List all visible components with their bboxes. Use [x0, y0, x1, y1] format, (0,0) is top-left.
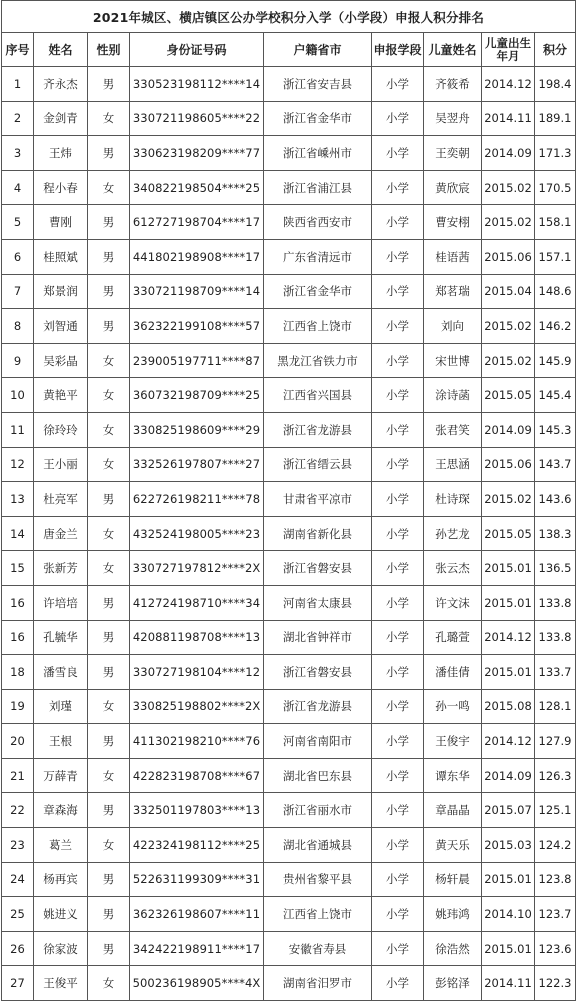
table-row [2, 585, 576, 620]
cell-index: 7 [2, 274, 34, 309]
cell-child-name: 黄欣宸 [424, 170, 482, 205]
cell-child-birth: 2015.08 [482, 689, 535, 724]
cell-gender: 男 [88, 897, 130, 932]
cell-gender: 男 [88, 793, 130, 828]
cell-gender: 女 [88, 378, 130, 413]
cell-score: 138.3 [535, 516, 576, 551]
cell-name: 刘瑾 [34, 689, 88, 724]
cell-id-number: 239005197711****87 [130, 343, 264, 378]
cell-score: 128.1 [535, 689, 576, 724]
table-row [2, 412, 576, 447]
cell-child-name: 杨轩晨 [424, 862, 482, 897]
cell-child-birth: 2015.02 [482, 482, 535, 517]
cell-child-birth: 2014.10 [482, 897, 535, 932]
cell-name: 张新芳 [34, 551, 88, 586]
cell-child-name: 吴翌舟 [424, 101, 482, 136]
table-row [2, 343, 576, 378]
cell-child-birth: 2015.01 [482, 585, 535, 620]
cell-child-birth: 2015.01 [482, 931, 535, 966]
cell-gender: 女 [88, 343, 130, 378]
cell-name: 郑景润 [34, 274, 88, 309]
cell-id-number: 622726198211****78 [130, 482, 264, 517]
cell-child-birth: 2014.11 [482, 966, 535, 1001]
cell-index: 18 [2, 655, 34, 690]
table-row [2, 931, 576, 966]
cell-id-number: 412724198710****34 [130, 585, 264, 620]
cell-name: 徐玲玲 [34, 412, 88, 447]
table-row [2, 689, 576, 724]
cell-school-stage: 小学 [372, 170, 424, 205]
cell-gender: 女 [88, 170, 130, 205]
cell-id-number: 330523198112****14 [130, 67, 264, 102]
cell-name: 杜亮军 [34, 482, 88, 517]
cell-id-number: 360732198709****25 [130, 378, 264, 413]
table-row [2, 897, 576, 932]
cell-index: 21 [2, 758, 34, 793]
cell-child-name: 宋世博 [424, 343, 482, 378]
cell-hukou: 浙江省磐安县 [264, 655, 372, 690]
cell-index: 27 [2, 966, 34, 1001]
cell-child-birth: 2015.02 [482, 309, 535, 344]
cell-id-number: 330727197812****2X [130, 551, 264, 586]
cell-child-birth: 2015.01 [482, 655, 535, 690]
cell-school-stage: 小学 [372, 101, 424, 136]
table-row [2, 378, 576, 413]
cell-index: 4 [2, 170, 34, 205]
cell-gender: 男 [88, 309, 130, 344]
cell-score: 123.7 [535, 897, 576, 932]
cell-school-stage: 小学 [372, 447, 424, 482]
table-row [2, 482, 576, 517]
cell-id-number: 432524198005****23 [130, 516, 264, 551]
cell-index: 16 [2, 585, 34, 620]
cell-id-number: 420881198708****13 [130, 620, 264, 655]
cell-school-stage: 小学 [372, 620, 424, 655]
cell-index: 2 [2, 101, 34, 136]
cell-id-number: 330825198609****29 [130, 412, 264, 447]
cell-gender: 男 [88, 585, 130, 620]
cell-child-birth: 2014.11 [482, 101, 535, 136]
cell-gender: 女 [88, 689, 130, 724]
cell-hukou: 江西省兴国县 [264, 378, 372, 413]
cell-school-stage: 小学 [372, 897, 424, 932]
cell-gender: 男 [88, 274, 130, 309]
cell-score: 124.2 [535, 828, 576, 863]
cell-name: 姚进义 [34, 897, 88, 932]
cell-child-name: 姚玮鸿 [424, 897, 482, 932]
cell-child-name: 孙艺龙 [424, 516, 482, 551]
table-row [2, 447, 576, 482]
cell-name: 王俊平 [34, 966, 88, 1001]
header-school-stage: 申报学段 [372, 33, 424, 67]
cell-child-name: 许文沫 [424, 585, 482, 620]
cell-index: 19 [2, 689, 34, 724]
cell-name: 万薛青 [34, 758, 88, 793]
cell-id-number: 362326198607****11 [130, 897, 264, 932]
cell-index: 9 [2, 343, 34, 378]
table-row [2, 274, 576, 309]
cell-id-number: 411302198210****76 [130, 724, 264, 759]
cell-child-birth: 2015.07 [482, 793, 535, 828]
cell-hukou: 浙江省缙云县 [264, 447, 372, 482]
cell-id-number: 330727198104****12 [130, 655, 264, 690]
cell-score: 158.1 [535, 205, 576, 240]
header-row [2, 33, 576, 67]
cell-score: 143.6 [535, 482, 576, 517]
cell-child-birth: 2014.12 [482, 620, 535, 655]
cell-index: 25 [2, 897, 34, 932]
cell-id-number: 441802198908****17 [130, 239, 264, 274]
table-row [2, 620, 576, 655]
table-row [2, 239, 576, 274]
cell-hukou: 河南省南阳市 [264, 724, 372, 759]
cell-child-birth: 2014.09 [482, 136, 535, 171]
cell-child-birth: 2015.06 [482, 239, 535, 274]
header-name: 姓名 [34, 33, 88, 67]
cell-hukou: 浙江省安吉县 [264, 67, 372, 102]
cell-hukou: 浙江省金华市 [264, 101, 372, 136]
cell-child-name: 刘向 [424, 309, 482, 344]
cell-index: 13 [2, 482, 34, 517]
cell-hukou: 浙江省龙游县 [264, 412, 372, 447]
cell-child-name: 齐筱希 [424, 67, 482, 102]
cell-gender: 男 [88, 136, 130, 171]
cell-id-number: 422823198708****67 [130, 758, 264, 793]
cell-school-stage: 小学 [372, 239, 424, 274]
cell-hukou: 广东省清远市 [264, 239, 372, 274]
cell-index: 16 [2, 620, 34, 655]
header-hukou: 户籍省市 [264, 33, 372, 67]
cell-name: 葛兰 [34, 828, 88, 863]
cell-gender: 男 [88, 931, 130, 966]
cell-index: 6 [2, 239, 34, 274]
cell-child-birth: 2014.09 [482, 412, 535, 447]
table-row [2, 67, 576, 102]
cell-school-stage: 小学 [372, 655, 424, 690]
cell-school-stage: 小学 [372, 966, 424, 1001]
cell-name: 刘智通 [34, 309, 88, 344]
table-row [2, 101, 576, 136]
cell-score: 133.7 [535, 655, 576, 690]
cell-index: 24 [2, 862, 34, 897]
cell-hukou: 湖南省汨罗市 [264, 966, 372, 1001]
cell-gender: 女 [88, 551, 130, 586]
cell-index: 11 [2, 412, 34, 447]
cell-school-stage: 小学 [372, 758, 424, 793]
cell-id-number: 332526197807****27 [130, 447, 264, 482]
table-row [2, 655, 576, 690]
cell-index: 12 [2, 447, 34, 482]
cell-school-stage: 小学 [372, 205, 424, 240]
cell-id-number: 330721198605****22 [130, 101, 264, 136]
cell-child-birth: 2015.03 [482, 828, 535, 863]
cell-child-birth: 2015.02 [482, 205, 535, 240]
cell-score: 148.6 [535, 274, 576, 309]
cell-hukou: 甘肃省平凉市 [264, 482, 372, 517]
cell-hukou: 江西省上饶市 [264, 897, 372, 932]
table-body [2, 67, 576, 1001]
cell-score: 146.2 [535, 309, 576, 344]
table-row [2, 758, 576, 793]
cell-score: 143.7 [535, 447, 576, 482]
cell-child-birth: 2015.02 [482, 343, 535, 378]
cell-score: 198.4 [535, 67, 576, 102]
cell-school-stage: 小学 [372, 862, 424, 897]
cell-score: 126.3 [535, 758, 576, 793]
cell-child-name: 张君笑 [424, 412, 482, 447]
cell-gender: 女 [88, 101, 130, 136]
cell-hukou: 湖北省通城县 [264, 828, 372, 863]
cell-child-name: 郑茗瑞 [424, 274, 482, 309]
cell-name: 杨再宾 [34, 862, 88, 897]
cell-name: 潘雪良 [34, 655, 88, 690]
cell-score: 171.3 [535, 136, 576, 171]
cell-index: 22 [2, 793, 34, 828]
cell-child-birth: 2014.09 [482, 758, 535, 793]
cell-child-name: 孔璐萱 [424, 620, 482, 655]
cell-score: 145.4 [535, 378, 576, 413]
cell-hukou: 陕西省西安市 [264, 205, 372, 240]
cell-gender: 女 [88, 447, 130, 482]
cell-id-number: 330623198209****77 [130, 136, 264, 171]
cell-id-number: 612727198704****17 [130, 205, 264, 240]
cell-child-birth: 2015.06 [482, 447, 535, 482]
header-child-name: 儿童姓名 [424, 33, 482, 67]
cell-hukou: 湖北省巴东县 [264, 758, 372, 793]
cell-score: 123.6 [535, 931, 576, 966]
cell-score: 127.9 [535, 724, 576, 759]
header-child-birth: 儿童出生年月 [482, 33, 535, 67]
cell-school-stage: 小学 [372, 724, 424, 759]
cell-child-name: 潘佳倩 [424, 655, 482, 690]
cell-score: 133.8 [535, 620, 576, 655]
cell-hukou: 浙江省金华市 [264, 274, 372, 309]
cell-index: 20 [2, 724, 34, 759]
cell-score: 123.8 [535, 862, 576, 897]
cell-school-stage: 小学 [372, 136, 424, 171]
cell-hukou: 浙江省嵊州市 [264, 136, 372, 171]
cell-id-number: 422324198112****25 [130, 828, 264, 863]
cell-child-name: 王思涵 [424, 447, 482, 482]
cell-name: 齐永杰 [34, 67, 88, 102]
cell-school-stage: 小学 [372, 309, 424, 344]
cell-child-birth: 2014.12 [482, 724, 535, 759]
cell-hukou: 河南省太康县 [264, 585, 372, 620]
cell-name: 王炜 [34, 136, 88, 171]
cell-hukou: 浙江省丽水市 [264, 793, 372, 828]
cell-child-name: 黄天乐 [424, 828, 482, 863]
cell-gender: 男 [88, 482, 130, 517]
cell-name: 许培培 [34, 585, 88, 620]
cell-id-number: 332501197803****13 [130, 793, 264, 828]
cell-school-stage: 小学 [372, 412, 424, 447]
cell-name: 金剑青 [34, 101, 88, 136]
cell-child-name: 王俊宇 [424, 724, 482, 759]
cell-id-number: 340822198504****25 [130, 170, 264, 205]
cell-school-stage: 小学 [372, 516, 424, 551]
cell-child-birth: 2014.12 [482, 67, 535, 102]
cell-id-number: 362322199108****57 [130, 309, 264, 344]
cell-hukou: 江西省上饶市 [264, 309, 372, 344]
cell-name: 章森海 [34, 793, 88, 828]
cell-gender: 男 [88, 620, 130, 655]
cell-child-name: 桂语茜 [424, 239, 482, 274]
cell-index: 1 [2, 67, 34, 102]
table-row [2, 136, 576, 171]
cell-name: 程小春 [34, 170, 88, 205]
cell-id-number: 330721198709****14 [130, 274, 264, 309]
cell-gender: 男 [88, 655, 130, 690]
ranking-table [1, 0, 576, 1001]
cell-name: 王根 [34, 724, 88, 759]
cell-gender: 男 [88, 205, 130, 240]
cell-school-stage: 小学 [372, 931, 424, 966]
cell-gender: 女 [88, 758, 130, 793]
table-row [2, 828, 576, 863]
cell-gender: 男 [88, 239, 130, 274]
cell-gender: 男 [88, 724, 130, 759]
cell-school-stage: 小学 [372, 828, 424, 863]
cell-id-number: 342422198911****17 [130, 931, 264, 966]
cell-child-birth: 2015.05 [482, 516, 535, 551]
table-row [2, 793, 576, 828]
cell-score: 125.1 [535, 793, 576, 828]
cell-id-number: 500236198905****4X [130, 966, 264, 1001]
cell-school-stage: 小学 [372, 689, 424, 724]
cell-hukou: 黑龙江省铁力市 [264, 343, 372, 378]
cell-name: 徐家波 [34, 931, 88, 966]
cell-score: 170.5 [535, 170, 576, 205]
cell-name: 黄艳平 [34, 378, 88, 413]
cell-school-stage: 小学 [372, 274, 424, 309]
cell-index: 10 [2, 378, 34, 413]
cell-school-stage: 小学 [372, 482, 424, 517]
cell-id-number: 330825198802****2X [130, 689, 264, 724]
cell-hukou: 安徽省寿县 [264, 931, 372, 966]
cell-school-stage: 小学 [372, 551, 424, 586]
cell-score: 133.8 [535, 585, 576, 620]
cell-score: 145.9 [535, 343, 576, 378]
cell-hukou: 浙江省浦江县 [264, 170, 372, 205]
cell-child-name: 谭东华 [424, 758, 482, 793]
table-row [2, 724, 576, 759]
cell-school-stage: 小学 [372, 378, 424, 413]
cell-id-number: 522631199309****31 [130, 862, 264, 897]
cell-index: 8 [2, 309, 34, 344]
table-row [2, 966, 576, 1001]
cell-child-birth: 2015.05 [482, 378, 535, 413]
cell-hukou: 浙江省龙游县 [264, 689, 372, 724]
header-index: 序号 [2, 33, 34, 67]
cell-score: 157.1 [535, 239, 576, 274]
cell-child-birth: 2015.02 [482, 170, 535, 205]
cell-gender: 男 [88, 862, 130, 897]
cell-gender: 女 [88, 966, 130, 1001]
cell-index: 5 [2, 205, 34, 240]
cell-school-stage: 小学 [372, 793, 424, 828]
cell-name: 孔毓华 [34, 620, 88, 655]
cell-child-name: 涂诗菡 [424, 378, 482, 413]
cell-hukou: 湖北省钟祥市 [264, 620, 372, 655]
cell-hukou: 浙江省磐安县 [264, 551, 372, 586]
cell-school-stage: 小学 [372, 343, 424, 378]
cell-hukou: 湖南省新化县 [264, 516, 372, 551]
cell-child-name: 孙一鸣 [424, 689, 482, 724]
cell-score: 145.3 [535, 412, 576, 447]
table-row [2, 516, 576, 551]
cell-child-name: 杜诗琛 [424, 482, 482, 517]
cell-child-name: 曹安栩 [424, 205, 482, 240]
cell-score: 122.3 [535, 966, 576, 1001]
cell-index: 26 [2, 931, 34, 966]
cell-score: 136.5 [535, 551, 576, 586]
header-id-number: 身份证号码 [130, 33, 264, 67]
header-score: 积分 [535, 33, 576, 67]
cell-child-name: 张云杰 [424, 551, 482, 586]
cell-name: 吴彩晶 [34, 343, 88, 378]
cell-gender: 女 [88, 516, 130, 551]
table-row [2, 862, 576, 897]
cell-child-name: 王奕朝 [424, 136, 482, 171]
cell-name: 唐金兰 [34, 516, 88, 551]
cell-child-name: 徐浩然 [424, 931, 482, 966]
cell-child-name: 彭铭泽 [424, 966, 482, 1001]
cell-index: 3 [2, 136, 34, 171]
cell-gender: 男 [88, 67, 130, 102]
table-row [2, 551, 576, 586]
cell-school-stage: 小学 [372, 67, 424, 102]
cell-school-stage: 小学 [372, 585, 424, 620]
cell-child-birth: 2015.01 [482, 862, 535, 897]
cell-gender: 女 [88, 828, 130, 863]
cell-name: 王小丽 [34, 447, 88, 482]
cell-score: 189.1 [535, 101, 576, 136]
cell-gender: 女 [88, 412, 130, 447]
cell-child-name: 章晶晶 [424, 793, 482, 828]
cell-index: 23 [2, 828, 34, 863]
cell-child-birth: 2015.04 [482, 274, 535, 309]
cell-index: 14 [2, 516, 34, 551]
table-row [2, 309, 576, 344]
cell-index: 15 [2, 551, 34, 586]
cell-name: 桂照斌 [34, 239, 88, 274]
table-row [2, 205, 576, 240]
header-gender: 性别 [88, 33, 130, 67]
table-title: 2021年城区、横店镇区公办学校积分入学（小学段）申报人积分排名 [2, 1, 576, 33]
cell-name: 曹刚 [34, 205, 88, 240]
table-row [2, 170, 576, 205]
cell-child-birth: 2015.01 [482, 551, 535, 586]
cell-hukou: 贵州省黎平县 [264, 862, 372, 897]
